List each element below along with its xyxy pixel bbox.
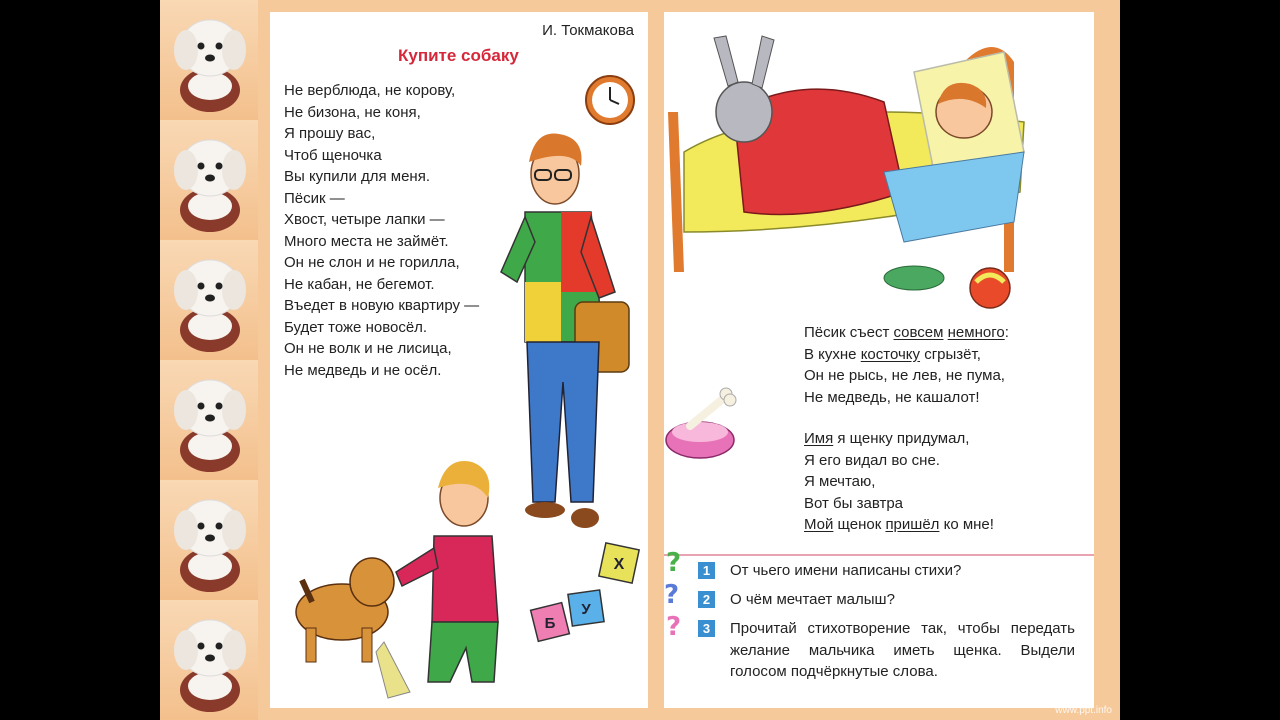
letter-block-2 xyxy=(568,590,604,626)
question-mark-icon: ? xyxy=(666,612,682,642)
poem-line: Не верблюда, не корову, xyxy=(284,82,456,99)
poem-line: Не медведь и не осёл. xyxy=(284,361,442,379)
underlined-word: Мой xyxy=(804,516,834,533)
poem-line xyxy=(804,493,1009,515)
poem-line: Не бизона, не коня, xyxy=(284,103,421,121)
puppy-photo xyxy=(160,600,258,720)
watermark: www.ppt.info xyxy=(1055,705,1112,716)
slide xyxy=(160,0,1120,720)
underlined-word: косточку xyxy=(860,345,921,363)
question-text: От чьего имени написаны стихи? xyxy=(730,562,962,579)
puppy-photo-strip xyxy=(160,0,258,720)
poem-line xyxy=(804,344,1009,366)
line-text: ко мне! xyxy=(939,516,994,533)
puppy-photo xyxy=(160,480,258,600)
puppy-photo xyxy=(160,120,258,240)
poem-line xyxy=(804,365,1009,387)
question-text: О чём мечтает малыш? xyxy=(730,591,895,608)
poem-line: Вы купили для меня. xyxy=(284,168,431,185)
poem-line: Въедет в новую квартиру — xyxy=(284,297,480,314)
underlined-word: пришёл xyxy=(885,516,940,533)
line-text: Я его видал во сне. xyxy=(804,451,940,469)
puppy-photo xyxy=(160,240,258,360)
poem-line: Много места не займёт. xyxy=(284,232,449,250)
poem-line: Он не волк и не лисица, xyxy=(284,340,452,357)
poem-line: Чтоб щеночка xyxy=(284,146,382,164)
question-mark-icon: ? xyxy=(666,548,682,578)
puppy-photo xyxy=(160,360,258,480)
questions-divider xyxy=(664,554,1094,556)
poem-right xyxy=(804,322,1009,536)
poem-line xyxy=(804,322,1009,344)
poem-line: Пёсик — xyxy=(284,189,345,207)
letter-block-1 xyxy=(600,544,638,582)
poem-line: Он не слон и не горилла, xyxy=(284,254,460,271)
question-number-badge: 1 xyxy=(698,562,715,579)
stanza-gap xyxy=(804,408,1009,428)
underlined-word: совсем xyxy=(893,324,944,341)
poem-line: Хвост, четыре лапки — xyxy=(284,211,445,228)
underlined-word: Имя xyxy=(804,430,834,447)
line-text: Пёсик съест xyxy=(804,324,894,341)
boy-sleeping-in-bed-illustration xyxy=(664,32,1034,312)
poem-line xyxy=(804,428,1009,450)
line-text: щенок xyxy=(833,516,886,533)
question-text: Прочитай стихотворение так, чтобы передать желание мальчика иметь щенка. Выдели голосом подчёркнутые слова. xyxy=(730,620,1075,680)
line-text: Я мечтаю, xyxy=(804,473,876,490)
underlined-word: немного xyxy=(947,324,1005,341)
author-name: И. Токмакова xyxy=(542,22,634,39)
poem-title: Купите собаку xyxy=(398,46,519,65)
puppy-photo xyxy=(160,0,258,120)
block-letter-kh: Х xyxy=(613,556,625,573)
line-text: Он не рысь, не лев, не пума, xyxy=(804,367,1005,384)
line-text: я щенку придумал, xyxy=(833,430,970,447)
right-page xyxy=(664,12,1094,708)
question-number-badge: 2 xyxy=(698,591,715,608)
poem-line xyxy=(804,471,1009,493)
left-page xyxy=(270,12,648,708)
line-text: Вот бы завтра xyxy=(804,494,904,512)
poem-line xyxy=(804,514,1009,536)
boy-and-puppy-illustration xyxy=(284,452,524,702)
poem-line: Я прошу вас, xyxy=(284,125,376,142)
line-text: Не медведь, не кашалот! xyxy=(804,388,980,406)
block-letter-u: У xyxy=(581,601,591,618)
questions-section xyxy=(664,548,1094,708)
question-number-badge: 3 xyxy=(698,620,715,637)
poem-line xyxy=(804,387,1009,409)
line-text: : xyxy=(1004,324,1009,341)
poem-line xyxy=(804,450,1009,472)
question-mark-icon: ? xyxy=(664,580,680,610)
line-text: В кухне xyxy=(804,345,861,363)
poem-line: Не кабан, не бегемот. xyxy=(284,275,435,293)
poem-left xyxy=(284,80,479,381)
letter-block-3 xyxy=(532,604,568,640)
block-letter-b: Б xyxy=(544,615,556,632)
dog-bowl-with-bone-illustration xyxy=(664,384,748,468)
poem-line: Будет тоже новосёл. xyxy=(284,318,428,336)
line-text: сгрызёт, xyxy=(920,345,981,363)
